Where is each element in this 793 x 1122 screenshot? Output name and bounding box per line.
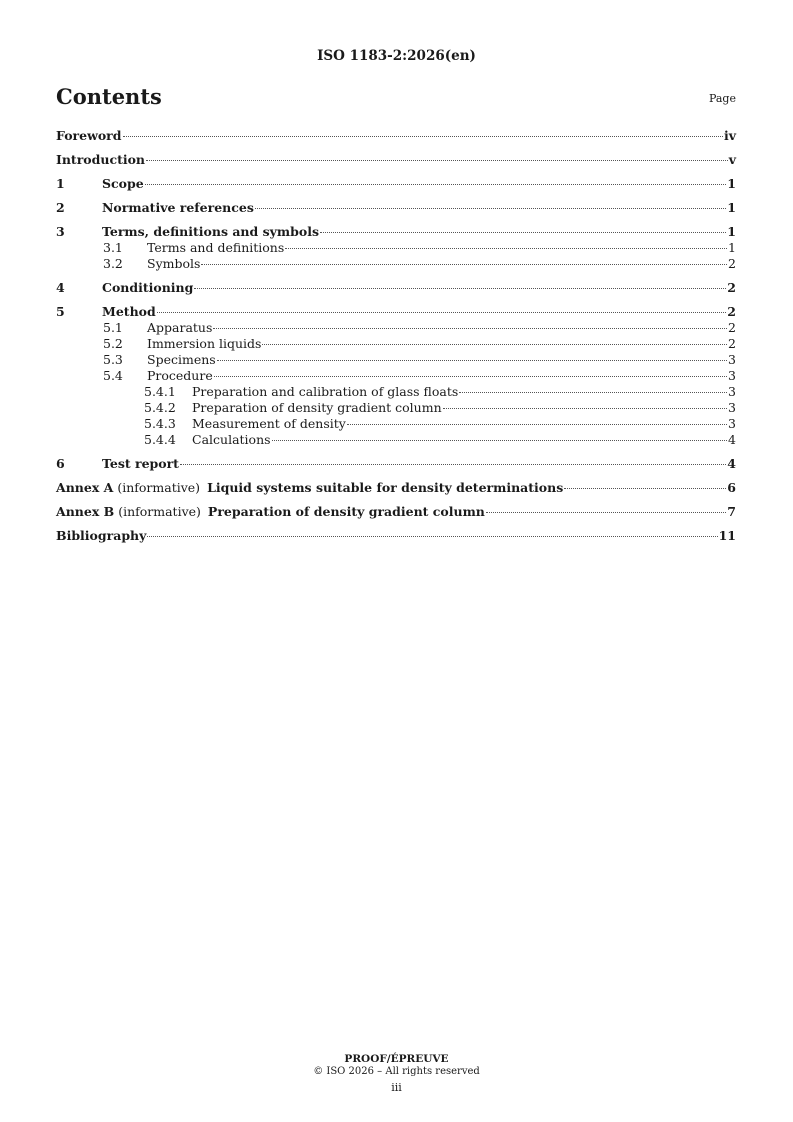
toc-entry-page: 1 bbox=[728, 240, 736, 255]
document-id-header: ISO 1183-2:2026(en) bbox=[317, 48, 476, 64]
proof-label: PROOF/ÉPREUVE bbox=[344, 1053, 449, 1065]
toc-entry-number: 5 bbox=[56, 304, 65, 319]
toc-entry-terms-definitions-symbols[interactable] bbox=[56, 224, 736, 240]
toc-entry-title: Terms and definitions bbox=[147, 240, 285, 255]
dot-leader bbox=[486, 512, 726, 513]
toc-entry-page: 3 bbox=[728, 352, 736, 367]
toc-entry-page: 2 bbox=[727, 280, 736, 295]
toc-entry-number: 5.4.2 bbox=[144, 400, 176, 415]
toc-entry-number: 3.2 bbox=[103, 256, 123, 271]
toc-entry-page: 1 bbox=[727, 200, 736, 215]
toc-entry-title: Procedure bbox=[147, 368, 213, 383]
dot-leader bbox=[194, 288, 726, 289]
toc-entry-title: Preparation and calibration of glass floats bbox=[192, 384, 459, 399]
toc-entry-scope[interactable] bbox=[56, 176, 736, 192]
toc-entry-number: 1 bbox=[56, 176, 65, 191]
toc-entry-title: Immersion liquids bbox=[147, 336, 262, 351]
dot-leader bbox=[262, 344, 727, 345]
toc-entry-calculations[interactable] bbox=[56, 432, 736, 448]
toc-entry-title: Scope bbox=[102, 176, 144, 191]
dot-leader bbox=[564, 488, 726, 489]
toc-entry-number: 3.1 bbox=[103, 240, 123, 255]
dot-leader bbox=[123, 136, 723, 137]
toc-entry-number: 4 bbox=[56, 280, 65, 295]
toc-entry-page: 2 bbox=[728, 336, 736, 351]
toc-entry-title bbox=[56, 504, 485, 519]
toc-entry-symbols[interactable] bbox=[56, 256, 736, 272]
toc-entry-title: Foreword bbox=[56, 128, 122, 143]
toc-entry-title: Conditioning bbox=[102, 280, 194, 295]
annex-informative-tag: (informative) bbox=[117, 480, 201, 495]
dot-leader bbox=[347, 424, 727, 425]
toc-entry-title bbox=[56, 480, 563, 495]
toc-entry-page: 4 bbox=[727, 456, 736, 471]
toc-entry-specimens[interactable] bbox=[56, 352, 736, 368]
toc-entry-measurement-of-density[interactable] bbox=[56, 416, 736, 432]
toc-entry-number: 5.4.3 bbox=[144, 416, 176, 431]
copyright-notice: © ISO 2026 – All rights reserved bbox=[313, 1066, 480, 1077]
toc-entry-title: Preparation of density gradient column bbox=[192, 400, 442, 415]
dot-leader bbox=[147, 536, 717, 537]
toc-entry-title: Terms, definitions and symbols bbox=[102, 224, 319, 239]
dot-leader bbox=[213, 328, 727, 329]
dot-leader bbox=[157, 312, 727, 313]
contents-title: Contents bbox=[56, 84, 162, 109]
toc-entry-page: 1 bbox=[727, 224, 736, 239]
toc-entry-procedure[interactable] bbox=[56, 368, 736, 384]
dot-leader bbox=[145, 184, 727, 185]
toc-entry-page: iv bbox=[723, 128, 736, 143]
toc-entry-page: 1 bbox=[727, 176, 736, 191]
toc-entry-annex-a[interactable] bbox=[56, 480, 736, 496]
toc-entry-conditioning[interactable] bbox=[56, 280, 736, 296]
toc-entry-introduction[interactable] bbox=[56, 152, 736, 168]
toc-entry-title: Method bbox=[102, 304, 156, 319]
annex-title: Preparation of density gradient column bbox=[207, 504, 485, 519]
annex-label: Annex A bbox=[56, 480, 114, 495]
toc-entry-number: 5.1 bbox=[103, 320, 123, 335]
dot-leader bbox=[214, 376, 727, 377]
toc-entry-apparatus[interactable] bbox=[56, 320, 736, 336]
page-footer bbox=[0, 1053, 793, 1094]
toc-entry-number: 3 bbox=[56, 224, 65, 239]
toc-entry-method[interactable] bbox=[56, 304, 736, 320]
dot-leader bbox=[180, 464, 726, 465]
annex-label: Annex B bbox=[56, 504, 115, 519]
toc-entry-page: 3 bbox=[728, 384, 736, 399]
toc-entry-page: 3 bbox=[728, 368, 736, 383]
dot-leader bbox=[217, 360, 727, 361]
page-column-label: Page bbox=[708, 92, 736, 105]
dot-leader bbox=[272, 440, 728, 441]
dot-leader bbox=[146, 160, 728, 161]
toc-entry-glass-floats[interactable] bbox=[56, 384, 736, 400]
dot-leader bbox=[320, 232, 726, 233]
toc-entry-foreword[interactable] bbox=[56, 128, 736, 144]
toc-entry-title: Apparatus bbox=[147, 320, 213, 335]
toc-entry-test-report[interactable] bbox=[56, 456, 736, 472]
toc-entry-title: Calculations bbox=[192, 432, 271, 447]
annex-title: Liquid systems suitable for density determinations bbox=[207, 480, 564, 495]
toc-entry-page: 6 bbox=[727, 480, 736, 495]
toc-entry-page: v bbox=[728, 152, 736, 167]
toc-entry-number: 2 bbox=[56, 200, 65, 215]
dot-leader bbox=[459, 392, 727, 393]
toc-entry-title: Measurement of density bbox=[192, 416, 346, 431]
dot-leader bbox=[201, 264, 727, 265]
toc-entry-annex-b[interactable] bbox=[56, 504, 736, 520]
toc-entry-terms-and-definitions[interactable] bbox=[56, 240, 736, 256]
annex-informative-tag: (informative) bbox=[118, 504, 201, 519]
toc-entry-page: 11 bbox=[718, 528, 736, 543]
toc-entry-number: 5.2 bbox=[103, 336, 123, 351]
toc-entry-page: 2 bbox=[728, 256, 736, 271]
toc-entry-page: 2 bbox=[728, 320, 736, 335]
toc-entry-number: 6 bbox=[56, 456, 65, 471]
toc-entry-title: Test report bbox=[102, 456, 179, 471]
toc-entry-title: Normative references bbox=[102, 200, 254, 215]
toc-entry-gradient-column-prep[interactable] bbox=[56, 400, 736, 416]
toc-entry-page: 3 bbox=[728, 416, 736, 431]
dot-leader bbox=[285, 248, 727, 249]
dot-leader bbox=[255, 208, 726, 209]
toc-entry-immersion-liquids[interactable] bbox=[56, 336, 736, 352]
dot-leader bbox=[443, 408, 727, 409]
toc-entry-number: 5.4.4 bbox=[144, 432, 176, 447]
toc-entry-title: Bibliography bbox=[56, 528, 147, 543]
toc-entry-title: Introduction bbox=[56, 152, 146, 167]
toc-entry-page: 4 bbox=[728, 432, 736, 447]
toc-entry-page: 7 bbox=[727, 504, 736, 519]
page-number: iii bbox=[391, 1081, 402, 1094]
toc-entry-number: 5.4.1 bbox=[144, 384, 176, 399]
toc-entry-number: 5.3 bbox=[103, 352, 123, 367]
toc-entry-number: 5.4 bbox=[103, 368, 123, 383]
toc-entry-page: 3 bbox=[728, 400, 736, 415]
toc-entry-title: Specimens bbox=[147, 352, 216, 367]
toc-entry-page: 2 bbox=[727, 304, 736, 319]
toc-entry-normative-references[interactable] bbox=[56, 200, 736, 216]
toc-entry-bibliography[interactable] bbox=[56, 528, 736, 544]
toc-entry-title: Symbols bbox=[147, 256, 201, 271]
